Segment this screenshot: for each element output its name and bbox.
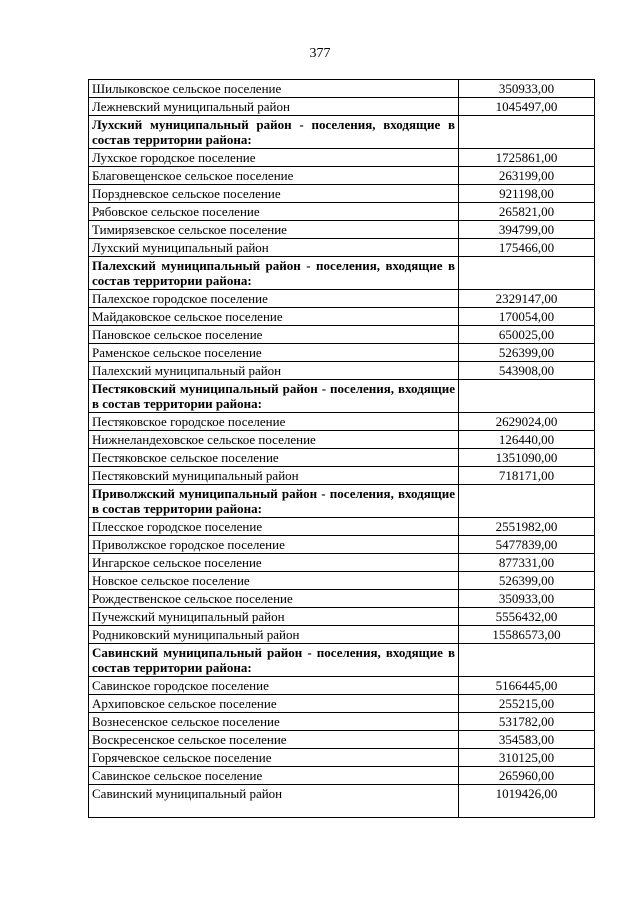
row-value-cell: 255215,00 (459, 695, 595, 713)
row-value-cell: 1045497,00 (459, 98, 595, 116)
table-row (89, 221, 595, 239)
row-value-cell: 5477839,00 (459, 536, 595, 554)
table-row (89, 185, 595, 203)
row-value-cell: 718171,00 (459, 467, 595, 485)
row-value-cell: 175466,00 (459, 239, 595, 257)
row-value-cell: 921198,00 (459, 185, 595, 203)
table-row-heading (89, 485, 595, 518)
row-name-cell: Палехский муниципальный район (89, 362, 459, 380)
row-name-cell: Рождественское сельское поселение (89, 590, 459, 608)
row-name-cell: Пестяковское городское поселение (89, 413, 459, 431)
row-name-cell: Лухский муниципальный район (89, 239, 459, 257)
row-name-cell: Пестяковское сельское поселение (89, 449, 459, 467)
row-value-cell: 877331,00 (459, 554, 595, 572)
row-name-cell: Шилыковское сельское поселение (89, 80, 459, 98)
row-value-cell (459, 485, 595, 518)
row-value-cell: 394799,00 (459, 221, 595, 239)
row-value-cell (459, 116, 595, 149)
row-name-cell: Воскресенское сельское поселение (89, 731, 459, 749)
row-value-cell: 310125,00 (459, 749, 595, 767)
table-row-heading (89, 116, 595, 149)
row-name-cell: Майдаковское сельское поселение (89, 308, 459, 326)
table-row-heading (89, 644, 595, 677)
table-body (89, 80, 595, 818)
row-name-cell: Пестяковский муниципальный район (89, 467, 459, 485)
table-row (89, 239, 595, 257)
row-name-cell: Горячевское сельское поселение (89, 749, 459, 767)
row-name-cell: Раменское сельское поселение (89, 344, 459, 362)
table-row (89, 572, 595, 590)
table-row (89, 608, 595, 626)
row-name-cell: Нижнеландеховское сельское поселение (89, 431, 459, 449)
row-name-cell: Пестяковский муниципальный район - поселения, входящие в состав территории района: (89, 380, 459, 413)
row-value-cell: 5166445,00 (459, 677, 595, 695)
page-number: 377 (309, 46, 331, 61)
table-row (89, 767, 595, 785)
table-row (89, 431, 595, 449)
row-name-cell: Лухское городское поселение (89, 149, 459, 167)
row-value-cell: 526399,00 (459, 572, 595, 590)
table-row (89, 731, 595, 749)
table-row (89, 149, 595, 167)
table-row (89, 449, 595, 467)
row-value-cell: 531782,00 (459, 713, 595, 731)
row-value-cell: 1351090,00 (459, 449, 595, 467)
row-value-cell (459, 644, 595, 677)
row-value-cell: 350933,00 (459, 80, 595, 98)
row-name-cell: Пановское сельское поселение (89, 326, 459, 344)
row-value-cell: 350933,00 (459, 590, 595, 608)
table-row (89, 467, 595, 485)
table-row (89, 413, 595, 431)
row-value-cell: 126440,00 (459, 431, 595, 449)
row-value-cell: 15586573,00 (459, 626, 595, 644)
row-value-cell: 265821,00 (459, 203, 595, 221)
table-row (89, 98, 595, 116)
row-name-cell: Савинский муниципальный район - поселения, входящие в состав территории района: (89, 644, 459, 677)
row-name-cell: Порздневское сельское поселение (89, 185, 459, 203)
table-row (89, 167, 595, 185)
row-value-cell: 263199,00 (459, 167, 595, 185)
row-name-cell: Приволжское городское поселение (89, 536, 459, 554)
table-row-heading (89, 257, 595, 290)
row-name-cell: Савинский муниципальный район (89, 785, 459, 818)
table-row (89, 308, 595, 326)
row-name-cell: Лежневский муниципальный район (89, 98, 459, 116)
table-row (89, 80, 595, 98)
row-name-cell: Приволжский муниципальный район - поселения, входящие в состав территории района: (89, 485, 459, 518)
row-value-cell: 265960,00 (459, 767, 595, 785)
row-value-cell: 2329147,00 (459, 290, 595, 308)
row-value-cell: 354583,00 (459, 731, 595, 749)
table-row (89, 290, 595, 308)
table-row (89, 536, 595, 554)
table-row (89, 749, 595, 767)
row-value-cell: 2629024,00 (459, 413, 595, 431)
row-value-cell (459, 257, 595, 290)
table-row (89, 518, 595, 536)
row-name-cell: Палехский муниципальный район - поселения, входящие в состав территории района: (89, 257, 459, 290)
table-row (89, 713, 595, 731)
row-value-cell: 543908,00 (459, 362, 595, 380)
table-row (89, 626, 595, 644)
table-row (89, 590, 595, 608)
budget-table (88, 79, 595, 818)
table-row (89, 326, 595, 344)
row-name-cell: Родниковский муниципальный район (89, 626, 459, 644)
table-row (89, 785, 595, 818)
table-row (89, 203, 595, 221)
table-row (89, 677, 595, 695)
row-value-cell (459, 380, 595, 413)
row-value-cell: 526399,00 (459, 344, 595, 362)
row-name-cell: Рябовское сельское поселение (89, 203, 459, 221)
row-value-cell: 650025,00 (459, 326, 595, 344)
row-name-cell: Пучежский муниципальный район (89, 608, 459, 626)
table-row (89, 695, 595, 713)
row-name-cell: Вознесенское сельское поселение (89, 713, 459, 731)
row-value-cell: 1019426,00 (459, 785, 595, 818)
row-name-cell: Савинское сельское поселение (89, 767, 459, 785)
table-row (89, 344, 595, 362)
row-name-cell: Плесское городское поселение (89, 518, 459, 536)
table-row-heading (89, 380, 595, 413)
row-name-cell: Тимирязевское сельское поселение (89, 221, 459, 239)
row-value-cell: 1725861,00 (459, 149, 595, 167)
row-name-cell: Ингарское сельское поселение (89, 554, 459, 572)
row-name-cell: Палехское городское поселение (89, 290, 459, 308)
row-value-cell: 5556432,00 (459, 608, 595, 626)
table-row (89, 554, 595, 572)
row-name-cell: Благовещенское сельское поселение (89, 167, 459, 185)
row-name-cell: Савинское городское поселение (89, 677, 459, 695)
row-name-cell: Лухский муниципальный район - поселения, входящие в состав территории района: (89, 116, 459, 149)
table-row (89, 362, 595, 380)
row-name-cell: Архиповское сельское поселение (89, 695, 459, 713)
row-value-cell: 170054,00 (459, 308, 595, 326)
row-name-cell: Новское сельское поселение (89, 572, 459, 590)
row-value-cell: 2551982,00 (459, 518, 595, 536)
